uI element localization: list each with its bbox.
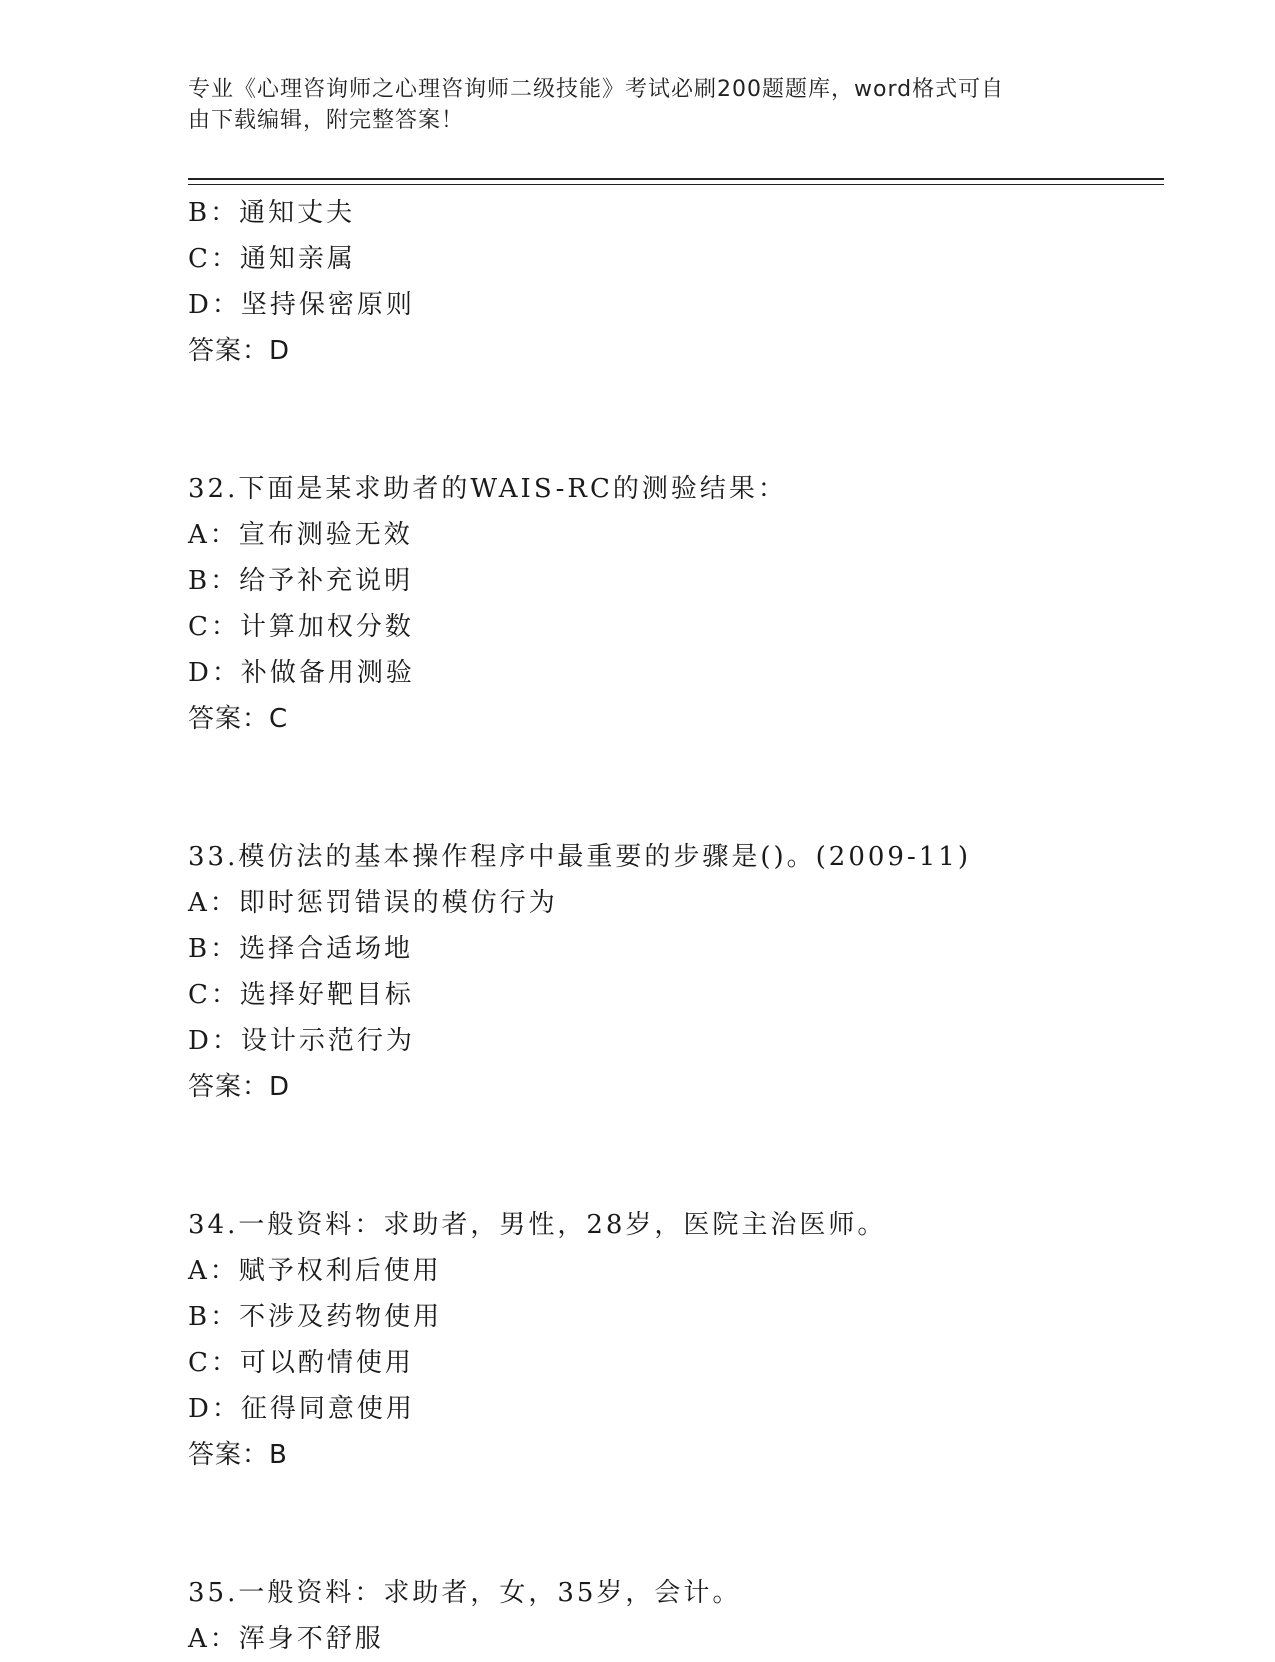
question-35: [188, 1570, 1168, 1662]
question-stem: 35.一般资料：求助者，女，35岁，会计。: [188, 1578, 742, 1608]
spacer: [188, 1478, 1168, 1570]
option-d: D：设计示范行为: [188, 1026, 415, 1056]
question-34: [188, 1202, 1168, 1478]
spacer: [188, 1110, 1168, 1202]
answer: 答案：D: [188, 336, 291, 366]
option-a: A：即时惩罚错误的模仿行为: [188, 888, 558, 918]
header-divider: [188, 178, 1164, 185]
question-31-continued: [188, 190, 1168, 374]
spacer: [188, 374, 1168, 466]
option-d: D：征得同意使用: [188, 1394, 415, 1424]
header-line-1: 专业《心理咨询师之心理咨询师二级技能》考试必刷200题题库，word格式可自: [188, 77, 1005, 102]
question-32: [188, 466, 1168, 742]
option-b: B：选择合适场地: [188, 934, 414, 964]
question-stem: 34.一般资料：求助者，男性，28岁，医院主治医师。: [188, 1210, 887, 1240]
spacer: [188, 742, 1168, 834]
option-a: A：宣布测验无效: [188, 520, 413, 550]
question-stem: 32.下面是某求助者的WAIS-RC的测验结果：: [188, 474, 787, 504]
header-line-2: 由下载编辑，附完整答案！: [188, 108, 465, 133]
document-header: [188, 74, 1068, 136]
answer: 答案：D: [188, 1072, 291, 1102]
option-c: C：选择好靶目标: [188, 980, 414, 1010]
answer: 答案：B: [188, 1440, 288, 1470]
option-d: D：补做备用测验: [188, 658, 415, 688]
option-b: B：不涉及药物使用: [188, 1302, 443, 1332]
option-c: C：通知亲属: [188, 244, 356, 274]
option-c: C：可以酌情使用: [188, 1348, 414, 1378]
option-a: A：赋予权利后使用: [188, 1256, 442, 1286]
answer: 答案：C: [188, 704, 289, 734]
question-33: [188, 834, 1168, 1110]
question-list: [188, 190, 1168, 1662]
option-c: C：计算加权分数: [188, 612, 414, 642]
option-b: B：给予补充说明: [188, 566, 414, 596]
question-stem: 33.模仿法的基本操作程序中最重要的步骤是()。(2009-11): [188, 842, 971, 872]
option-a: A：浑身不舒服: [188, 1624, 384, 1654]
option-b: B：通知丈夫: [188, 198, 356, 228]
option-d: D：坚持保密原则: [188, 290, 415, 320]
